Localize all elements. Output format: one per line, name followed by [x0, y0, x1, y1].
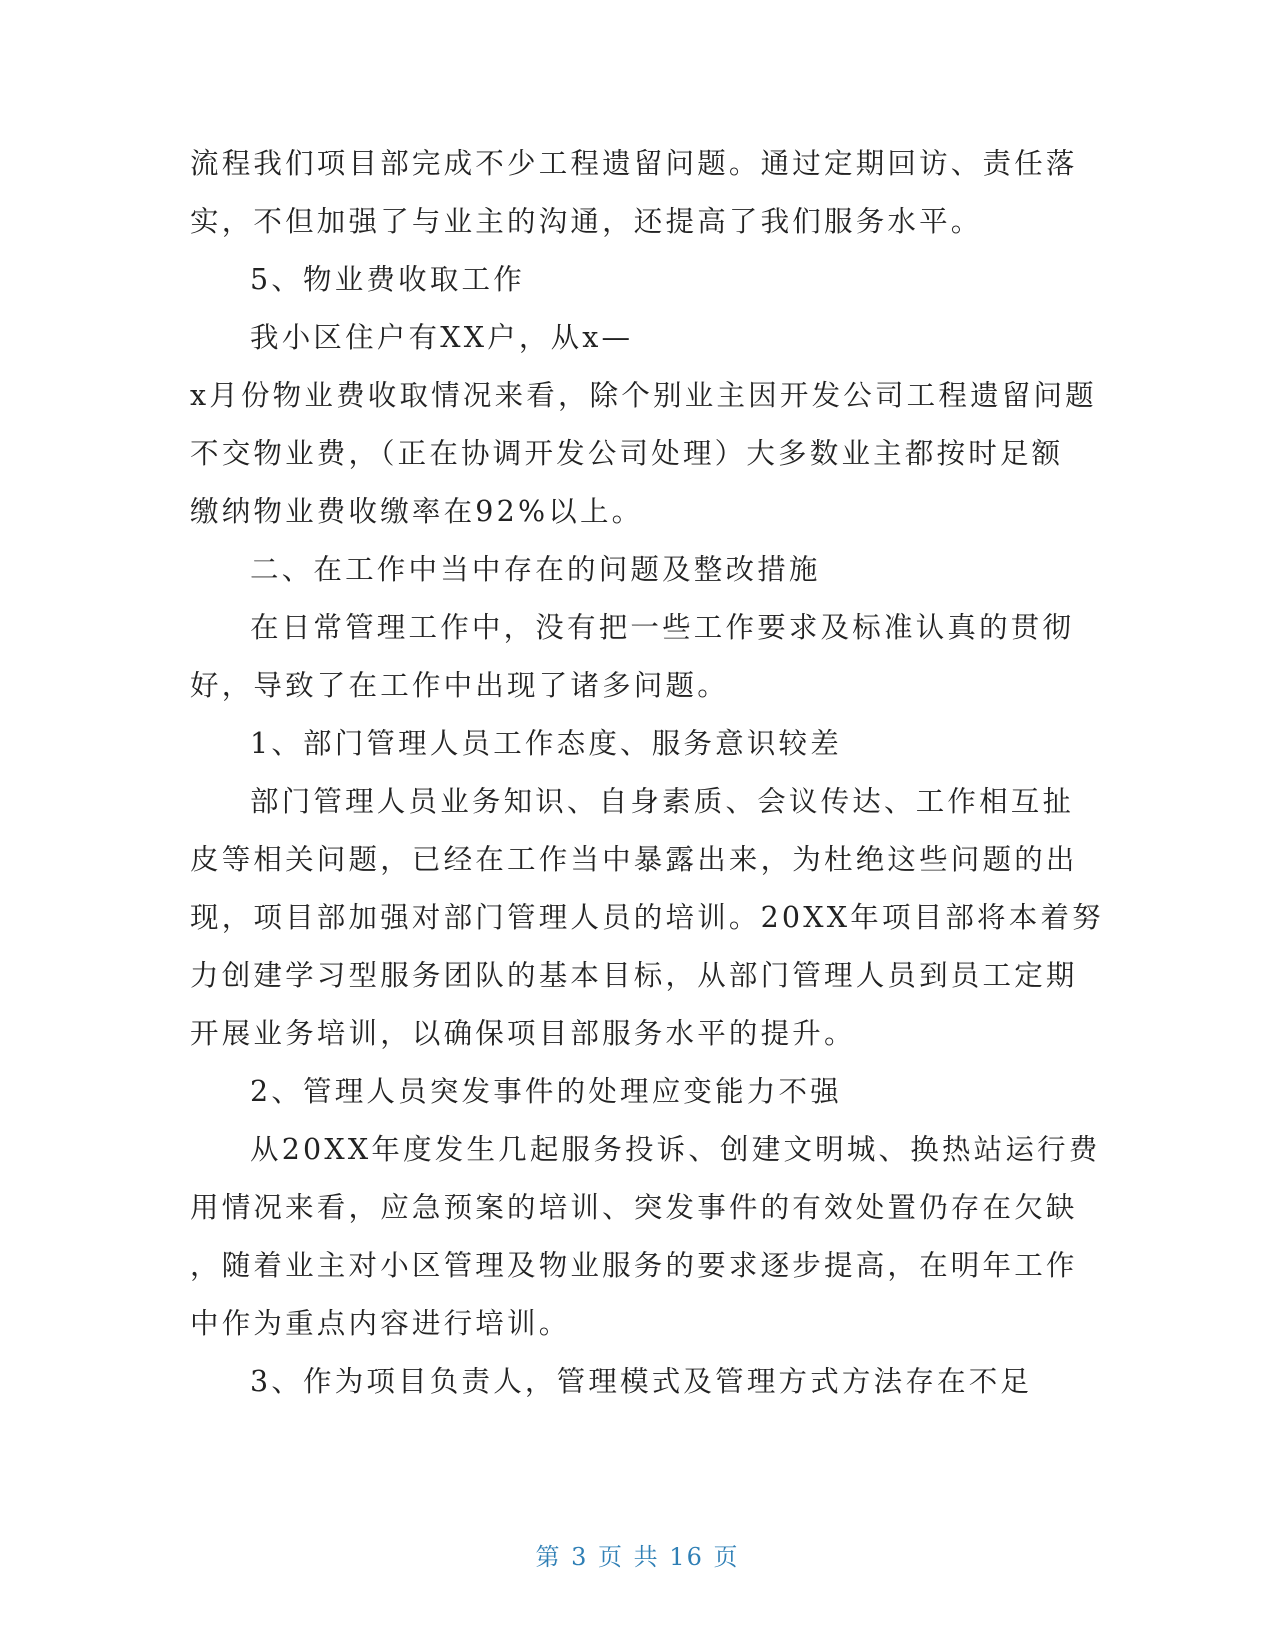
text-line: 不交物业费，（正在协调开发公司处理）大多数业主都按时足额 [190, 437, 1064, 470]
section-heading: 1、部门管理人员工作态度、服务意识较差 [250, 727, 842, 760]
text-line: 部门管理人员业务知识、自身素质、会议传达、工作相互扯 [250, 785, 1075, 818]
text-line: 缴纳物业费收缴率在92%以上。 [190, 495, 644, 528]
text-line: 皮等相关问题，已经在工作当中暴露出来，为杜绝这些问题的出 [190, 843, 1078, 876]
text-line: x月份物业费收取情况来看，除个别业主因开发公司工程遗留问题 [190, 379, 1097, 412]
section-heading: 5、物业费收取工作 [250, 263, 525, 296]
text-line: 中作为重点内容进行培训。 [190, 1307, 571, 1340]
text-line: 我小区住户有XX户，从x— [250, 321, 634, 354]
text-line: 力创建学习型服务团队的基本目标，从部门管理人员到员工定期 [190, 959, 1078, 992]
text-line: ，随着业主对小区管理及物业服务的要求逐步提高，在明年工作 [190, 1249, 1078, 1282]
text-line: 用情况来看，应急预案的培训、突发事件的有效处置仍存在欠缺 [190, 1191, 1078, 1224]
page-number-footer: 第 3 页 共 16 页 [535, 1543, 740, 1571]
section-heading: 2、管理人员突发事件的处理应变能力不强 [250, 1075, 842, 1108]
text-line: 好，导致了在工作中出现了诸多问题。 [190, 669, 729, 702]
section-heading: 3、作为项目负责人，管理模式及管理方式方法存在不足 [250, 1365, 1033, 1398]
text-line: 流程我们项目部完成不少工程遗留问题。通过定期回访、责任落 [190, 147, 1078, 180]
text-line: 现，项目部加强对部门管理人员的培训。20XX年项目部将本着努 [190, 901, 1104, 934]
text-line: 实，不但加强了与业主的沟通，还提高了我们服务水平。 [190, 205, 983, 238]
text-line: 在日常管理工作中，没有把一些工作要求及标准认真的贯彻 [250, 611, 1075, 644]
section-heading: 二、在工作中当中存在的问题及整改措施 [250, 553, 821, 586]
text-line: 从20XX年度发生几起服务投诉、创建文明城、换热站运行费 [250, 1133, 1101, 1166]
text-line: 开展业务培训，以确保项目部服务水平的提升。 [190, 1017, 856, 1050]
